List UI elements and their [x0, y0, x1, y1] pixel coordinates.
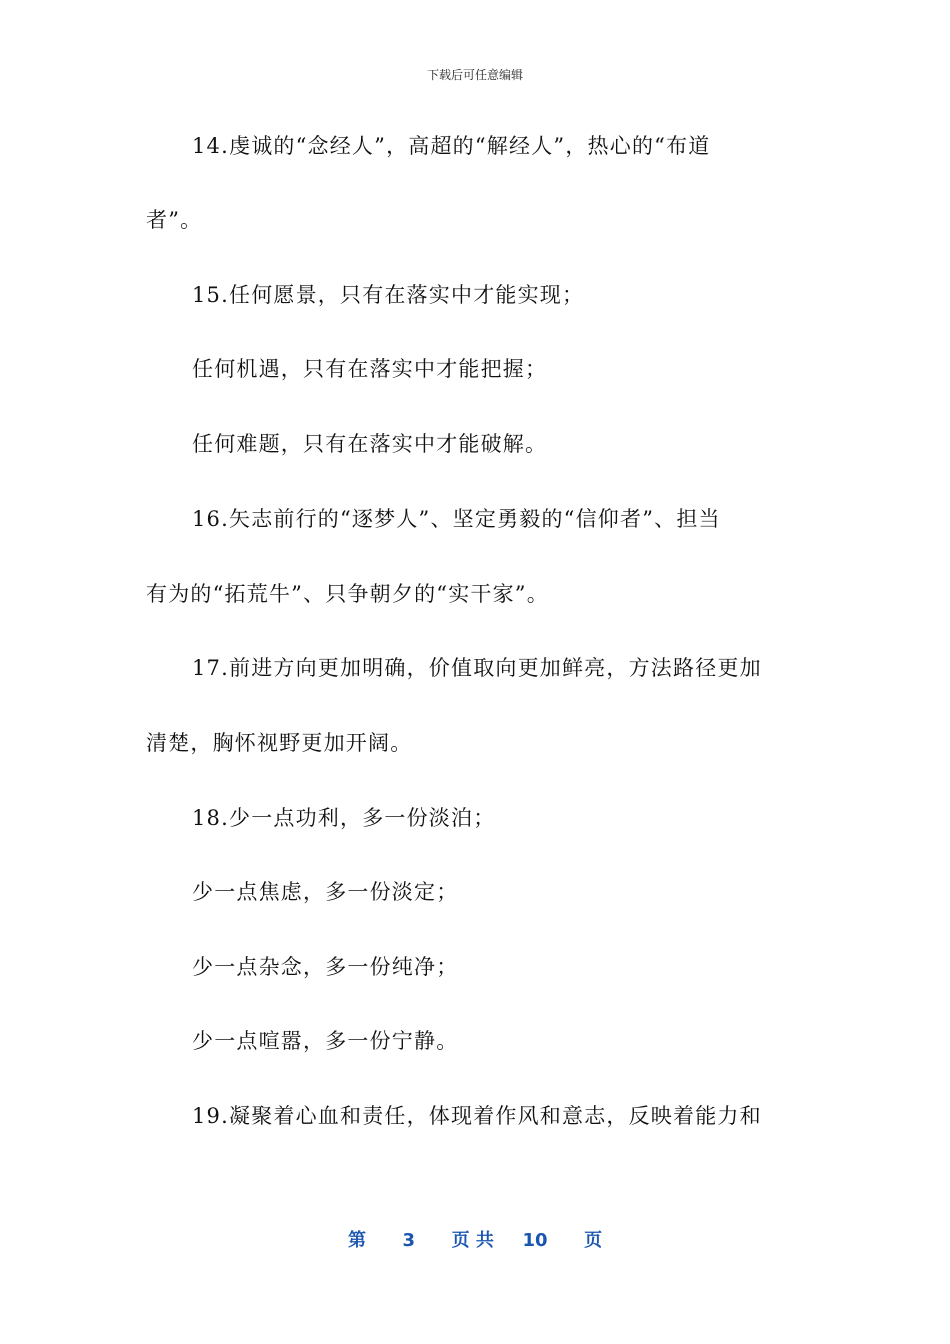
- text-line-16a: 16.矢志前行的“逐梦人”、坚定勇毅的“信仰者”、担当: [192, 507, 721, 531]
- text-line-15a: 15.任何愿景，只有在落实中才能实现；: [192, 283, 585, 307]
- text-line-18c: 少一点杂念，多一份纯净；: [192, 955, 459, 979]
- footer-suffix: 页: [584, 1230, 603, 1251]
- text-line-17a: 17.前进方向更加明确，价值取向更加鲜亮，方法路径更加: [192, 656, 762, 680]
- text-line-15c: 任何难题，只有在落实中才能破解。: [192, 432, 548, 456]
- text-line-18b: 少一点焦虑，多一份淡定；: [192, 880, 459, 904]
- footer-current-page: 3: [402, 1230, 416, 1251]
- text-line-17b: 清楚，胸怀视野更加开阔。: [146, 731, 413, 755]
- text-line-16b: 有为的“拓荒牛”、只争朝夕的“实干家”。: [146, 582, 549, 606]
- footer-middle: 页 共: [451, 1230, 494, 1251]
- text-line-15b: 任何机遇，只有在落实中才能把握；: [192, 357, 548, 381]
- footer-prefix: 第: [347, 1230, 366, 1251]
- text-line-14a: 14.虔诚的“念经人”，高超的“解经人”，热心的“布道: [192, 134, 711, 158]
- text-line-18a: 18.少一点功利，多一份淡泊；: [192, 806, 496, 830]
- footer-total-pages: 10: [522, 1230, 548, 1251]
- text-line-18d: 少一点喧嚣，多一份宁静。: [192, 1029, 459, 1053]
- text-line-14b: 者”。: [146, 208, 203, 232]
- page-header: 下载后可任意编辑: [426, 68, 523, 82]
- page-footer: [0, 1226, 950, 1252]
- text-line-19a: 19.凝聚着心血和责任，体现着作风和意志，反映着能力和: [192, 1104, 762, 1128]
